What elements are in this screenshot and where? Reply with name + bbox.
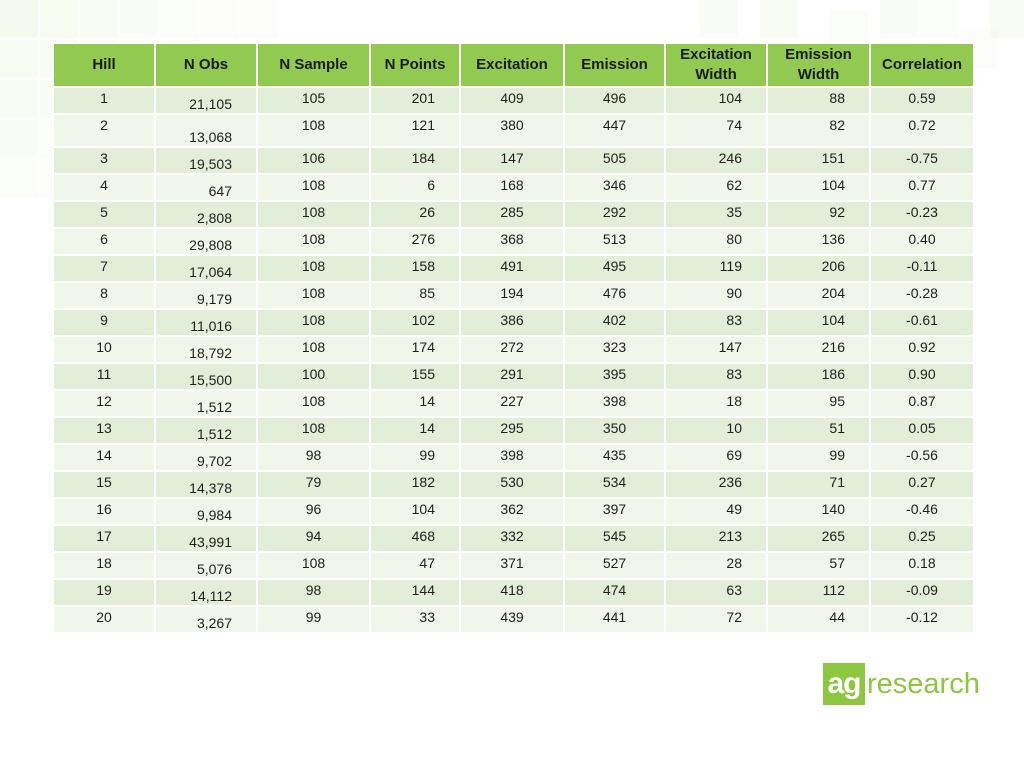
cell-n-points: 33 (370, 606, 460, 633)
cell-hill: 7 (53, 255, 155, 282)
mosaic-square (920, 0, 958, 38)
cell-excitation: 332 (460, 525, 564, 552)
table-row (53, 390, 974, 417)
mosaic-square (160, 0, 198, 38)
mosaic-square (0, 80, 38, 118)
cell-n-obs: 1,512 (155, 417, 257, 444)
cell-hill: 10 (53, 336, 155, 363)
cell-excitation-width: 119 (665, 255, 767, 282)
cell-correlation: -0.56 (870, 444, 974, 471)
table-row (53, 87, 974, 114)
cell-n-obs: 29,808 (155, 228, 257, 255)
cell-n-points: 201 (370, 87, 460, 114)
cell-correlation: 0.27 (870, 471, 974, 498)
cell-emission: 513 (564, 228, 665, 255)
cell-excitation-width: 62 (665, 174, 767, 201)
table-row (53, 114, 974, 147)
cell-emission: 441 (564, 606, 665, 633)
table-row (53, 444, 974, 471)
cell-emission-width: 104 (767, 174, 870, 201)
cell-n-points: 468 (370, 525, 460, 552)
header-label: N Obs (183, 56, 229, 73)
header-label: N Points (384, 56, 446, 73)
cell-n-obs: 2,808 (155, 201, 257, 228)
cell-excitation: 272 (460, 336, 564, 363)
cell-n-sample: 108 (257, 417, 370, 444)
mosaic-square (80, 0, 118, 38)
cell-emission: 435 (564, 444, 665, 471)
header-hill (53, 43, 155, 87)
table-row (53, 147, 974, 174)
table-row (53, 552, 974, 579)
cell-n-points: 104 (370, 498, 460, 525)
cell-hill: 5 (53, 201, 155, 228)
cell-excitation-width: 90 (665, 282, 767, 309)
cell-n-obs: 9,702 (155, 444, 257, 471)
table-row (53, 417, 974, 444)
cell-excitation-width: 49 (665, 498, 767, 525)
table-row (53, 255, 974, 282)
cell-emission-width: 206 (767, 255, 870, 282)
cell-hill: 11 (53, 363, 155, 390)
cell-n-obs: 13,068 (155, 114, 257, 147)
cell-hill: 12 (53, 390, 155, 417)
cell-n-sample: 108 (257, 552, 370, 579)
cell-emission-width: 186 (767, 363, 870, 390)
cell-hill: 19 (53, 579, 155, 606)
cell-emission-width: 95 (767, 390, 870, 417)
header-n-sample (257, 43, 370, 87)
cell-excitation-width: 10 (665, 417, 767, 444)
cell-correlation: -0.61 (870, 309, 974, 336)
cell-n-sample: 98 (257, 444, 370, 471)
cell-excitation: 439 (460, 606, 564, 633)
cell-excitation: 371 (460, 552, 564, 579)
cell-correlation: -0.11 (870, 255, 974, 282)
mosaic-square (760, 0, 798, 38)
cell-n-sample: 106 (257, 147, 370, 174)
cell-n-sample: 99 (257, 606, 370, 633)
cell-hill: 6 (53, 228, 155, 255)
cell-excitation: 291 (460, 363, 564, 390)
header-excitation (460, 43, 564, 87)
cell-excitation-width: 236 (665, 471, 767, 498)
table-row (53, 336, 974, 363)
cell-n-sample: 108 (257, 255, 370, 282)
cell-emission: 496 (564, 87, 665, 114)
cell-emission: 323 (564, 336, 665, 363)
cell-n-sample: 100 (257, 363, 370, 390)
cell-n-points: 144 (370, 579, 460, 606)
cell-n-points: 158 (370, 255, 460, 282)
header-emission-width (767, 43, 870, 87)
cell-correlation: 0.77 (870, 174, 974, 201)
table-row (53, 498, 974, 525)
cell-correlation: 0.90 (870, 363, 974, 390)
cell-n-points: 85 (370, 282, 460, 309)
cell-n-points: 276 (370, 228, 460, 255)
cell-excitation: 285 (460, 201, 564, 228)
agresearch-logo (823, 663, 980, 705)
mosaic-square (0, 0, 38, 38)
table-row (53, 363, 974, 390)
cell-emission: 346 (564, 174, 665, 201)
cell-n-points: 102 (370, 309, 460, 336)
mosaic-square (0, 120, 38, 158)
cell-emission: 495 (564, 255, 665, 282)
cell-emission-width: 44 (767, 606, 870, 633)
cell-excitation: 168 (460, 174, 564, 201)
cell-excitation: 409 (460, 87, 564, 114)
cell-n-obs: 19,503 (155, 147, 257, 174)
cell-emission-width: 151 (767, 147, 870, 174)
header-emission (564, 43, 665, 87)
cell-n-obs: 5,076 (155, 552, 257, 579)
cell-n-obs: 11,016 (155, 309, 257, 336)
cell-n-obs: 43,991 (155, 525, 257, 552)
cell-correlation: 0.72 (870, 114, 974, 147)
cell-hill: 9 (53, 309, 155, 336)
cell-correlation: -0.46 (870, 498, 974, 525)
cell-emission: 527 (564, 552, 665, 579)
cell-correlation: 0.40 (870, 228, 974, 255)
cell-emission-width: 216 (767, 336, 870, 363)
cell-n-obs: 21,105 (155, 87, 257, 114)
cell-emission-width: 204 (767, 282, 870, 309)
cell-excitation: 194 (460, 282, 564, 309)
cell-n-points: 14 (370, 417, 460, 444)
mosaic-square (240, 0, 278, 38)
cell-excitation-width: 83 (665, 363, 767, 390)
table-row (53, 579, 974, 606)
cell-emission: 545 (564, 525, 665, 552)
cell-n-points: 14 (370, 390, 460, 417)
cell-correlation: -0.12 (870, 606, 974, 633)
logo-ag-mark: ag (823, 663, 865, 705)
cell-emission: 350 (564, 417, 665, 444)
cell-excitation: 398 (460, 444, 564, 471)
cell-excitation-width: 72 (665, 606, 767, 633)
cell-excitation-width: 80 (665, 228, 767, 255)
cell-n-points: 155 (370, 363, 460, 390)
cell-excitation-width: 213 (665, 525, 767, 552)
cell-correlation: 0.87 (870, 390, 974, 417)
cell-emission-width: 71 (767, 471, 870, 498)
cell-excitation: 380 (460, 114, 564, 147)
mosaic-square (990, 0, 1024, 38)
cell-n-points: 6 (370, 174, 460, 201)
mosaic-square (880, 0, 918, 38)
header-correlation (870, 43, 974, 87)
header-label: Excitation (476, 56, 548, 73)
mosaic-square (120, 0, 158, 38)
cell-n-sample: 108 (257, 228, 370, 255)
cell-emission: 534 (564, 471, 665, 498)
cell-n-obs: 9,179 (155, 282, 257, 309)
cell-hill: 18 (53, 552, 155, 579)
cell-n-sample: 94 (257, 525, 370, 552)
cell-n-sample: 105 (257, 87, 370, 114)
logo-wordmark: research (867, 667, 980, 700)
cell-excitation: 147 (460, 147, 564, 174)
cell-hill: 16 (53, 498, 155, 525)
cell-emission-width: 112 (767, 579, 870, 606)
cell-excitation-width: 83 (665, 309, 767, 336)
mosaic-square (700, 0, 738, 38)
header-label: Emission (785, 46, 852, 63)
cell-excitation-width: 28 (665, 552, 767, 579)
cell-n-sample: 108 (257, 390, 370, 417)
mosaic-square (0, 160, 38, 198)
table-body (53, 87, 974, 633)
table-row (53, 174, 974, 201)
header-label: N Sample (279, 56, 348, 73)
cell-n-obs: 1,512 (155, 390, 257, 417)
cell-emission: 476 (564, 282, 665, 309)
cell-excitation-width: 63 (665, 579, 767, 606)
cell-excitation-width: 74 (665, 114, 767, 147)
cell-excitation: 491 (460, 255, 564, 282)
cell-emission: 474 (564, 579, 665, 606)
cell-excitation: 227 (460, 390, 564, 417)
cell-n-sample: 96 (257, 498, 370, 525)
cell-n-obs: 14,378 (155, 471, 257, 498)
table-row (53, 471, 974, 498)
mosaic-square (40, 0, 78, 38)
header-label: Emission (581, 56, 648, 73)
cell-emission-width: 99 (767, 444, 870, 471)
cell-n-points: 121 (370, 114, 460, 147)
cell-n-sample: 98 (257, 579, 370, 606)
cell-n-points: 47 (370, 552, 460, 579)
cell-excitation-width: 18 (665, 390, 767, 417)
cell-n-obs: 647 (155, 174, 257, 201)
data-table (52, 42, 975, 634)
cell-excitation: 418 (460, 579, 564, 606)
cell-excitation: 295 (460, 417, 564, 444)
header-label: Width (695, 66, 737, 83)
cell-correlation: 0.05 (870, 417, 974, 444)
cell-excitation-width: 35 (665, 201, 767, 228)
cell-correlation: 0.59 (870, 87, 974, 114)
mosaic-square (0, 40, 38, 78)
header-label: Hill (92, 56, 116, 73)
table-row (53, 201, 974, 228)
header-n-obs (155, 43, 257, 87)
header-label: Width (797, 66, 840, 83)
cell-correlation: -0.23 (870, 201, 974, 228)
cell-n-obs: 17,064 (155, 255, 257, 282)
cell-n-obs: 18,792 (155, 336, 257, 363)
table-row (53, 228, 974, 255)
cell-n-sample: 108 (257, 114, 370, 147)
cell-correlation: -0.09 (870, 579, 974, 606)
cell-n-sample: 108 (257, 201, 370, 228)
cell-excitation: 386 (460, 309, 564, 336)
cell-emission-width: 88 (767, 87, 870, 114)
cell-n-sample: 108 (257, 336, 370, 363)
cell-emission: 402 (564, 309, 665, 336)
cell-emission: 398 (564, 390, 665, 417)
cell-n-sample: 108 (257, 174, 370, 201)
cell-excitation-width: 147 (665, 336, 767, 363)
cell-n-points: 99 (370, 444, 460, 471)
cell-n-points: 184 (370, 147, 460, 174)
header-label: Excitation (680, 46, 752, 63)
cell-excitation: 362 (460, 498, 564, 525)
cell-emission-width: 104 (767, 309, 870, 336)
cell-emission-width: 136 (767, 228, 870, 255)
cell-n-sample: 108 (257, 282, 370, 309)
cell-emission: 505 (564, 147, 665, 174)
cell-correlation: 0.92 (870, 336, 974, 363)
table-row (53, 606, 974, 633)
cell-hill: 4 (53, 174, 155, 201)
cell-emission-width: 57 (767, 552, 870, 579)
cell-emission-width: 140 (767, 498, 870, 525)
cell-n-sample: 108 (257, 309, 370, 336)
cell-correlation: -0.28 (870, 282, 974, 309)
cell-hill: 15 (53, 471, 155, 498)
mosaic-square (200, 0, 238, 38)
cell-emission-width: 82 (767, 114, 870, 147)
cell-emission-width: 51 (767, 417, 870, 444)
header-n-points (370, 43, 460, 87)
cell-hill: 13 (53, 417, 155, 444)
cell-correlation: 0.25 (870, 525, 974, 552)
cell-excitation-width: 246 (665, 147, 767, 174)
cell-hill: 14 (53, 444, 155, 471)
cell-n-obs: 9,984 (155, 498, 257, 525)
cell-n-obs: 15,500 (155, 363, 257, 390)
cell-excitation: 368 (460, 228, 564, 255)
cell-correlation: 0.18 (870, 552, 974, 579)
header-excitation-width (665, 43, 767, 87)
cell-emission: 395 (564, 363, 665, 390)
header-label: Correlation (881, 56, 962, 73)
cell-emission-width: 265 (767, 525, 870, 552)
table-row (53, 282, 974, 309)
cell-n-points: 26 (370, 201, 460, 228)
cell-excitation: 530 (460, 471, 564, 498)
cell-n-points: 182 (370, 471, 460, 498)
cell-hill: 20 (53, 606, 155, 633)
cell-hill: 8 (53, 282, 155, 309)
cell-emission-width: 92 (767, 201, 870, 228)
cell-hill: 1 (53, 87, 155, 114)
cell-n-points: 174 (370, 336, 460, 363)
cell-n-obs: 14,112 (155, 579, 257, 606)
cell-excitation-width: 69 (665, 444, 767, 471)
cell-emission: 397 (564, 498, 665, 525)
cell-correlation: -0.75 (870, 147, 974, 174)
table-header-row (53, 43, 974, 87)
cell-n-sample: 79 (257, 471, 370, 498)
cell-emission: 447 (564, 114, 665, 147)
cell-hill: 2 (53, 114, 155, 147)
cell-n-obs: 3,267 (155, 606, 257, 633)
cell-emission: 292 (564, 201, 665, 228)
cell-hill: 17 (53, 525, 155, 552)
table-row (53, 309, 974, 336)
table-row (53, 525, 974, 552)
cell-excitation-width: 104 (665, 87, 767, 114)
cell-hill: 3 (53, 147, 155, 174)
